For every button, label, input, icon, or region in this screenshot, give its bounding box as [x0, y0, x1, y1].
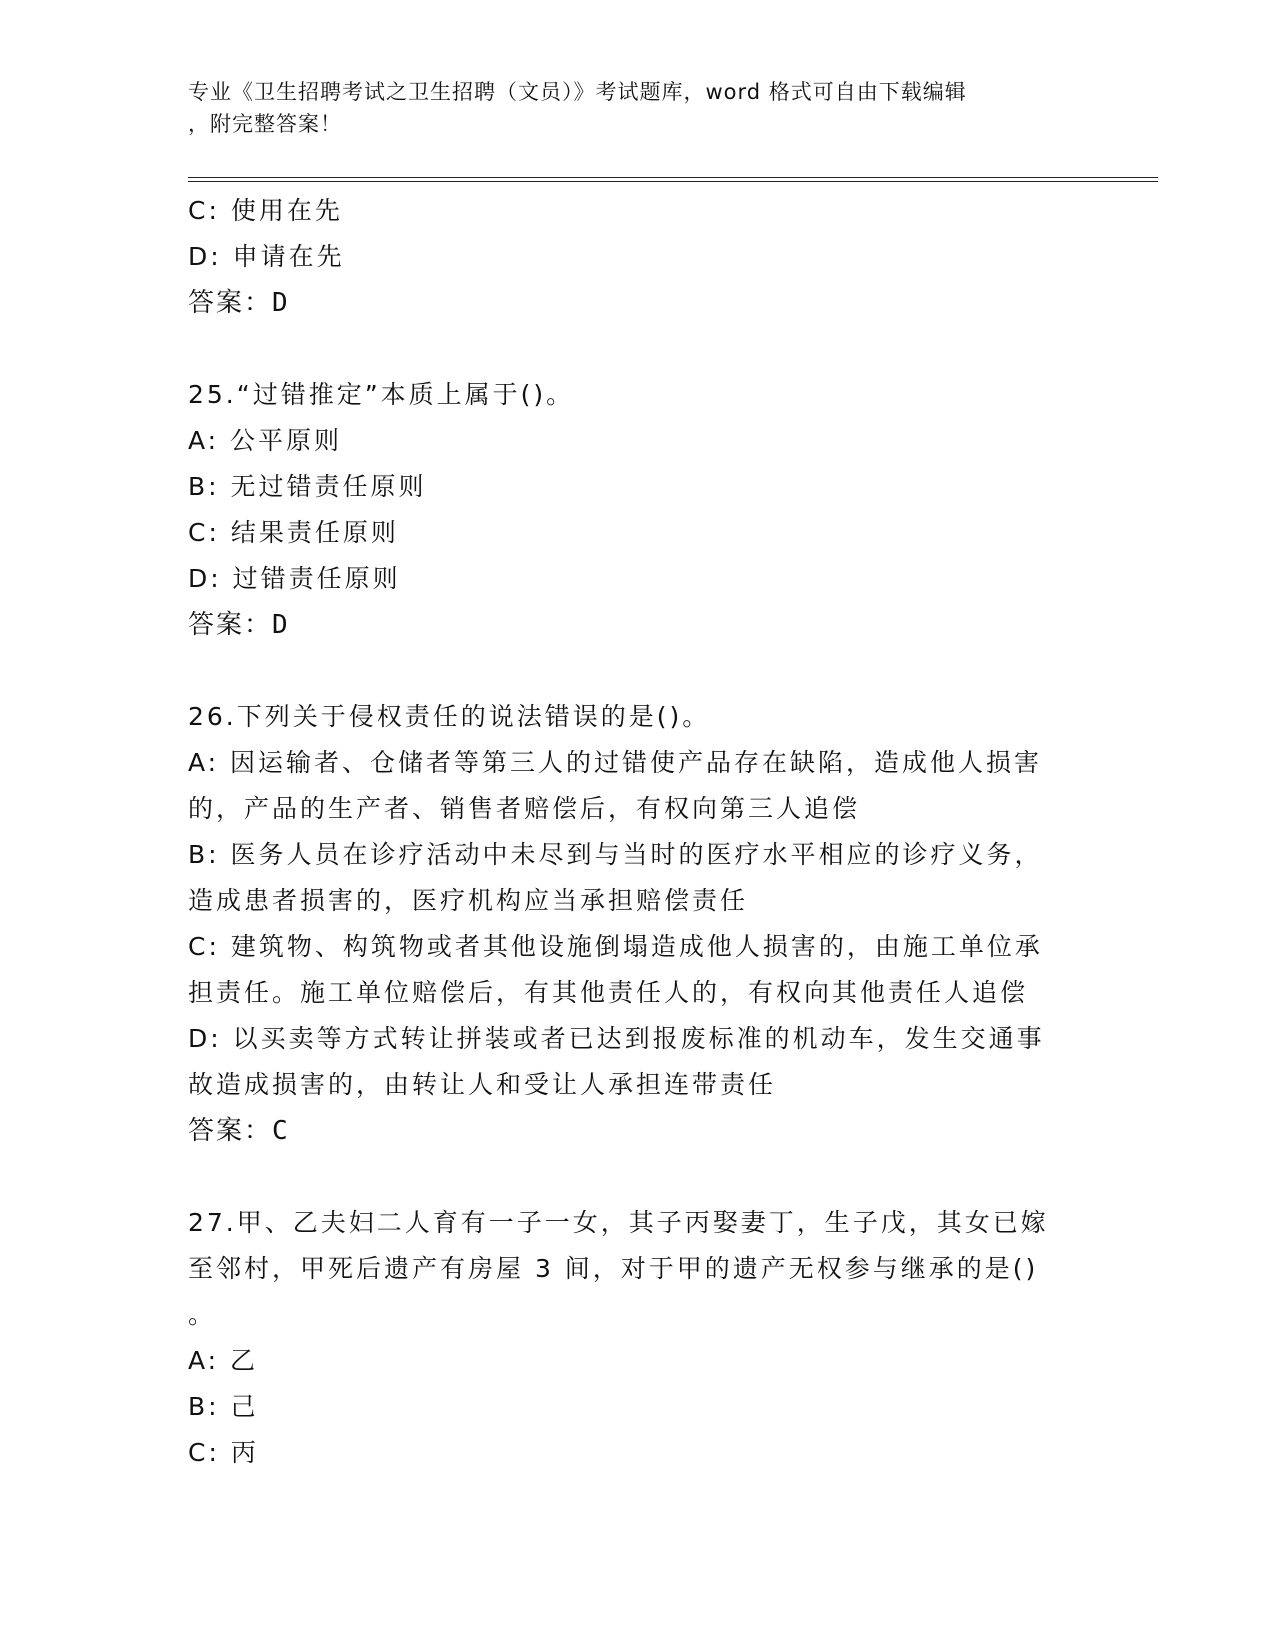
option-a-line-2: 的，产品的生产者、销售者赔偿后，有权向第三人追偿	[188, 794, 861, 823]
option-c: C: 使用在先	[188, 196, 343, 225]
option-c: C: 丙	[188, 1438, 259, 1467]
option-a: A: 乙	[188, 1346, 259, 1375]
question-25	[188, 372, 1068, 648]
answer-line	[188, 602, 1068, 648]
option-d-line-1: D: 以买卖等方式转让拼装或者已达到报废标准的机动车，发生交通事	[188, 1024, 1045, 1053]
option-d: D: 申请在先	[188, 242, 345, 271]
option-c-line-2: 担责任。施工单位赔偿后，有其他责任人的，有权向其他责任人追偿	[188, 978, 1029, 1007]
question-27	[188, 1200, 1068, 1476]
option-b: B: 己	[188, 1392, 259, 1421]
option-d: D: 过错责任原则	[188, 564, 401, 593]
page-header	[188, 76, 1088, 140]
option-b-line-2: 造成患者损害的，医疗机构应当承担赔偿责任	[188, 886, 749, 915]
answer-label: 答案：	[188, 288, 273, 318]
answer-label: 答案：	[188, 610, 273, 640]
option-c-line-1: C: 建筑物、构筑物或者其他设施倒塌造成他人损害的，由施工单位承	[188, 932, 1043, 961]
spacer	[188, 1154, 1068, 1200]
option-d-line-2: 故造成损害的，由转让人和受让人承担连带责任	[188, 1070, 777, 1099]
spacer	[188, 326, 1068, 372]
option-c: C: 结果责任原则	[188, 518, 399, 547]
header-line-2: ，附完整答案！	[188, 112, 342, 136]
option-a-line-1: A: 因运输者、仓储者等第三人的过错使产品存在缺陷，造成他人损害	[188, 748, 1043, 777]
header-line-1: 专业《卫生招聘考试之卫生招聘（文员）》考试题库，word 格式可自由下载编辑	[188, 80, 967, 104]
question-26	[188, 694, 1068, 1154]
header-divider	[188, 177, 1158, 182]
question-stem: 25.“过错推定”本质上属于()。	[188, 380, 575, 409]
answer-value: C	[272, 1116, 290, 1146]
option-b: B: 无过错责任原则	[188, 472, 427, 501]
question-stem-line-3: 。	[188, 1300, 217, 1329]
option-a: A: 公平原则	[188, 426, 343, 455]
option-b-line-1: B: 医务人员在诊疗活动中未尽到与当时的医疗水平相应的诊疗义务，	[188, 840, 1043, 869]
answer-value: D	[272, 288, 290, 318]
document-body	[188, 188, 1068, 1476]
question-stem-line-2: 至邻村，甲死后遗产有房屋 3 间，对于甲的遗产无权参与继承的是()	[188, 1254, 1039, 1283]
prev-question	[188, 188, 1068, 326]
answer-value: D	[272, 610, 290, 640]
answer-line	[188, 1108, 1068, 1154]
question-stem-line-1: 27.甲、乙夫妇二人育有一子一女，其子丙娶妻丁，生子戊，其女已嫁	[188, 1208, 1049, 1237]
spacer	[188, 648, 1068, 694]
answer-label: 答案：	[188, 1116, 273, 1146]
question-stem: 26.下列关于侵权责任的说法错误的是()。	[188, 702, 711, 731]
answer-line	[188, 280, 1068, 326]
